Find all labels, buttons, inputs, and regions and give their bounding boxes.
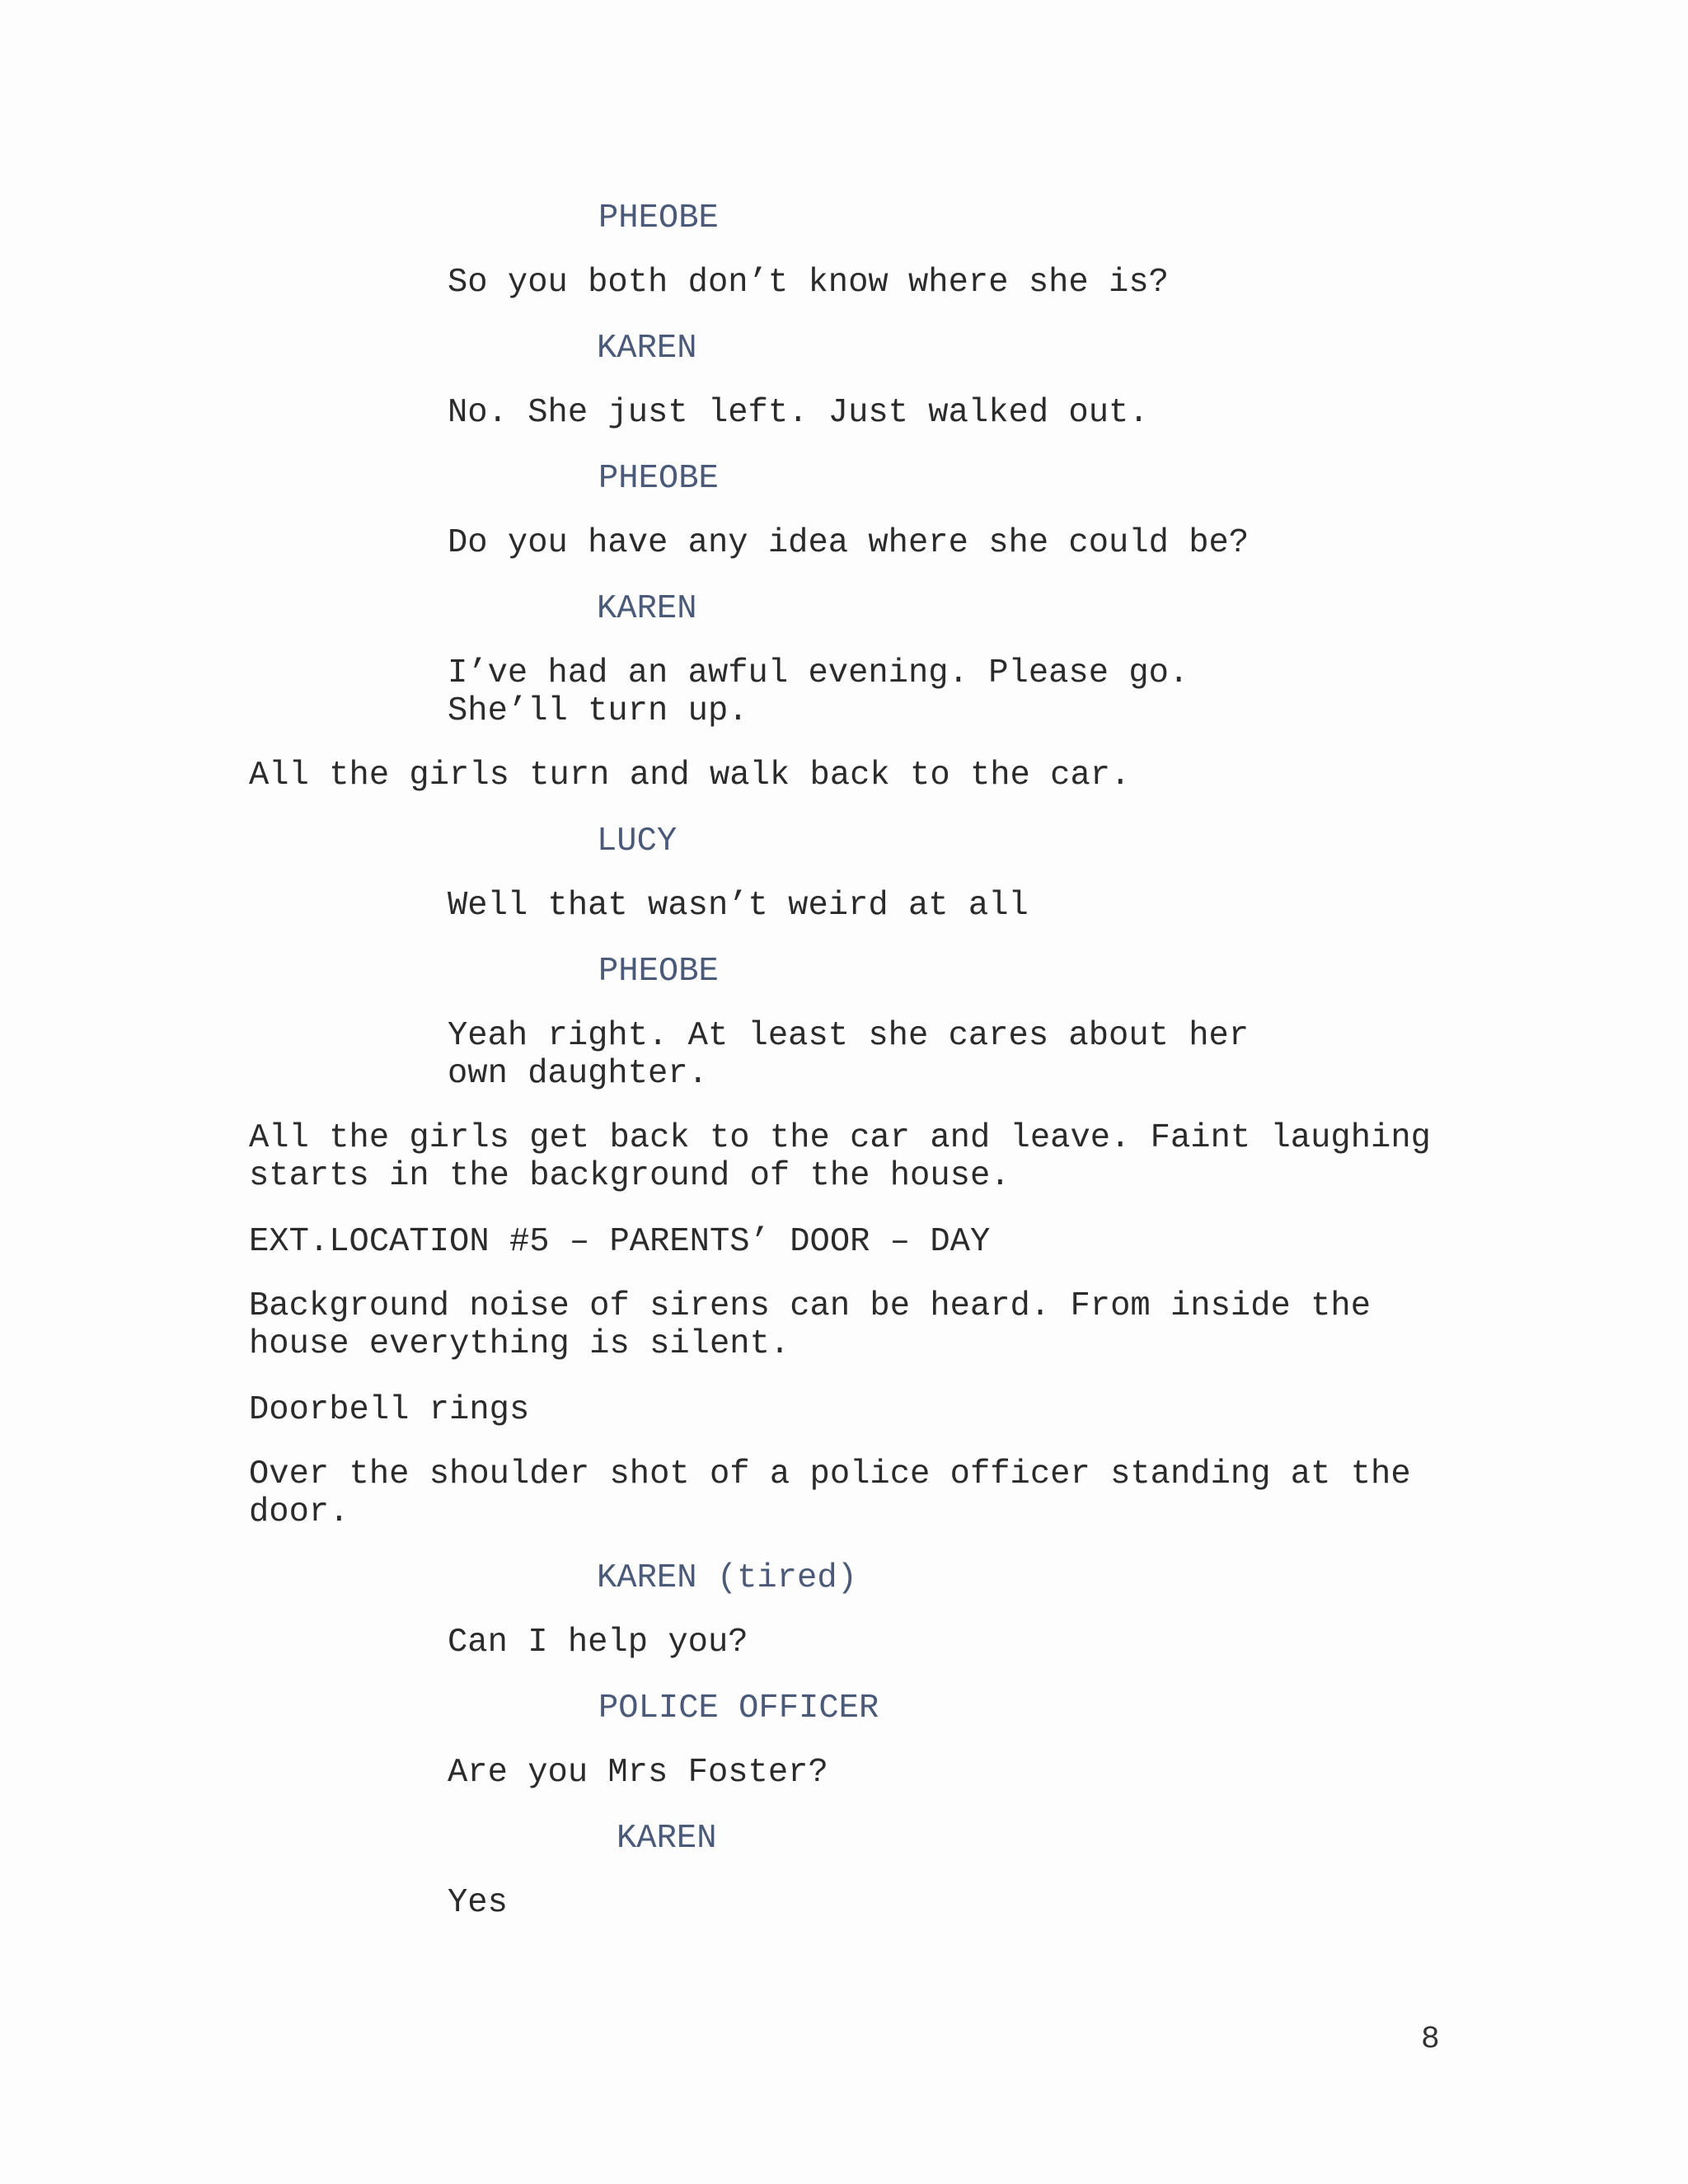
dialogue-line: She’ll turn up. bbox=[448, 692, 748, 730]
dialogue-line: Can I help you? bbox=[448, 1624, 748, 1661]
dialogue-line: So you both don’t know where she is? bbox=[448, 264, 1169, 302]
action-line: Doorbell rings bbox=[249, 1391, 530, 1429]
character-name-pheobe: PHEOBE bbox=[598, 460, 719, 498]
dialogue-line: Do you have any idea where she could be? bbox=[448, 524, 1250, 562]
character-name-karen: KAREN bbox=[597, 590, 697, 628]
character-name-lucy: LUCY bbox=[597, 823, 678, 860]
dialogue-line: Yes bbox=[448, 1884, 508, 1922]
character-name-pheobe: PHEOBE bbox=[598, 953, 719, 991]
character-name-karen-tired: KAREN (tired) bbox=[597, 1559, 857, 1597]
action-line: starts in the background of the house. bbox=[249, 1157, 1010, 1195]
character-name-police-officer: POLICE OFFICER bbox=[598, 1690, 879, 1727]
dialogue-line: own daughter. bbox=[448, 1055, 708, 1093]
action-line: Background noise of sirens can be heard. From inside the bbox=[249, 1287, 1372, 1325]
dialogue-line: I’ve had an awful evening. Please go. bbox=[448, 654, 1189, 692]
action-line: house everything is silent. bbox=[249, 1325, 790, 1363]
dialogue-line: No. She just left. Just walked out. bbox=[448, 394, 1149, 432]
dialogue-line: Yeah right. At least she cares about her bbox=[448, 1017, 1250, 1055]
action-line: door. bbox=[249, 1493, 349, 1531]
dialogue-line: Well that wasn’t weird at all bbox=[448, 887, 1029, 925]
scene-heading: EXT.LOCATION #5 – PARENTS’ DOOR – DAY bbox=[249, 1223, 991, 1261]
action-line: All the girls get back to the car and leave. Faint laughing bbox=[249, 1119, 1431, 1157]
action-line: Over the shoulder shot of a police officer standing at the bbox=[249, 1455, 1411, 1493]
dialogue-line: Are you Mrs Foster? bbox=[448, 1754, 828, 1792]
character-name-pheobe: PHEOBE bbox=[598, 199, 719, 237]
character-name-karen: KAREN bbox=[597, 330, 697, 368]
page-number: 8 bbox=[1421, 2022, 1440, 2057]
action-line: All the girls turn and walk back to the car. bbox=[249, 757, 1131, 794]
character-name-karen: KAREN bbox=[617, 1820, 717, 1858]
